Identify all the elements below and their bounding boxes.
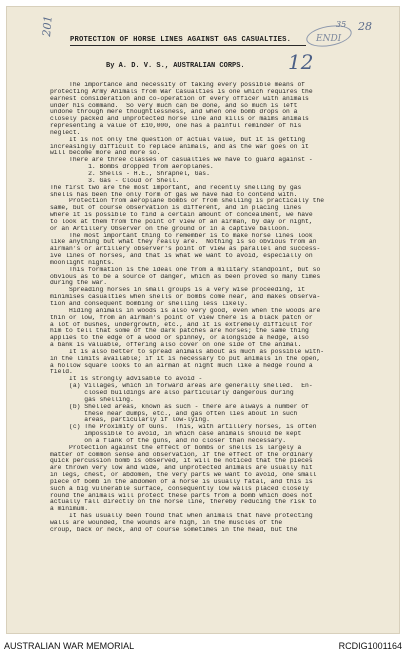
- text-line: thin or low, from an airman's point of view there is a black patch or: [50, 314, 313, 321]
- footer-archive-name: AUSTRALIAN WAR MEMORIAL: [4, 641, 135, 651]
- text-line: protecting Army Animals from War Casualties is one which requires the: [50, 88, 313, 95]
- text-line: representing a value of £10,000, one has a painful reminder of his: [50, 123, 302, 130]
- handwritten-left-number: 201: [40, 15, 55, 38]
- text-line: to look at them from the point of view of an airman, by day or night,: [50, 218, 313, 225]
- text-line: will become more and more so.: [50, 150, 161, 157]
- text-line: field.: [50, 369, 73, 376]
- text-line: applies to the edge of a wood or spinney, or alongside a hedge, also: [50, 335, 309, 342]
- text-line: gas shelling.: [50, 396, 134, 403]
- text-line: neglect.: [50, 129, 81, 136]
- text-line: him to tell that some of the dark patches are horses; the same thing: [50, 328, 309, 335]
- text-line: under his command. So very much can be done, and so much is left: [50, 102, 298, 109]
- text-line: a minimum.: [50, 506, 89, 513]
- text-line: Protection from aeroplane bombs or from shelling is practically the: [50, 198, 325, 205]
- title-underline: [70, 45, 306, 46]
- text-line: moonlight nights.: [50, 259, 115, 266]
- text-line: shells has been the only form of gas we have had to contend with.: [50, 191, 298, 198]
- text-line: actually fall directly on the horse line, thereby reducing the risk to: [50, 499, 317, 506]
- text-line: This formation is the ideal one from a military standpoint, but so: [50, 266, 321, 273]
- text-line: round the animals will protect these parts from a bomb which does not: [50, 492, 313, 499]
- text-line: (b) Shelled areas, known as such - there are always a number of: [50, 403, 309, 410]
- document-page: [6, 6, 400, 634]
- text-line: It is also better to spread animals about as much as possible with-: [50, 348, 325, 355]
- text-line: The most important thing to remember is to make horse lines look: [50, 232, 313, 239]
- document-body: [50, 82, 396, 534]
- text-line: undone through mere thoughtlessness, and when one bomb drops on a: [50, 109, 298, 116]
- text-line: on a flank of the guns, and no closer than necessary.: [50, 437, 287, 444]
- text-line: obvious as to be a source of danger, which as been proved so many times: [50, 273, 321, 280]
- text-line: same, but of course observation is different, and in placing lines: [50, 205, 302, 212]
- text-line: walls are wounded, the wounds are high, in the muscles of the: [50, 520, 283, 526]
- text-line: these near dumps, etc., and gas often lies about in such: [50, 410, 298, 417]
- text-line: areas, particularly if low-lying.: [50, 417, 210, 424]
- text-line: There are three classes of casualties we have to guard against -: [50, 157, 313, 164]
- handwritten-stamp-text: ENDI: [316, 34, 342, 44]
- text-line: airman's or artillery observer's point of view as parallel and success-: [50, 246, 321, 253]
- document-author: By A. D. V. S., AUSTRALIAN CORPS.: [106, 62, 245, 70]
- text-line: increasingly difficult to replace animals, and as the war goes on it: [50, 143, 309, 150]
- footer-item-id: RCDIG1001164: [338, 641, 402, 651]
- text-line: quick percussion bomb is observed, it will be noticed that the pieces: [50, 458, 313, 465]
- text-line: minimises casualties when shells or bombs come near, and makes observa-: [50, 294, 321, 301]
- text-line: like anything but what they really are. Nothing is so obvious from an: [50, 239, 317, 246]
- text-line: It is not only the question of actual value, but it is getting: [50, 136, 306, 143]
- text-line: 1. Bombs dropped from aeroplanes.: [50, 164, 214, 171]
- text-line: ive lines of horses, and that is what we want to avoid, especially on: [50, 253, 313, 260]
- text-line: Protection against the effect of bombs or shells is largely a: [50, 444, 302, 451]
- handwritten-mid-number: 12: [288, 50, 314, 74]
- text-line: (c) The Proximity of Guns. This, with artillery horses, is often: [50, 424, 317, 431]
- text-line: tion and consequent bombing or shelling less likely.: [50, 301, 248, 307]
- text-line: a lot of bushes, undergrowth, etc., and it is extremely difficult for: [50, 321, 313, 328]
- text-line: are thrown very low and wide, and unprotected animals are usually hit: [50, 465, 313, 472]
- text-line: earnest consideration and co-operation of every officer with animals: [50, 95, 309, 102]
- handwritten-top-right-b: 28: [358, 20, 372, 33]
- text-line: or an Artillery Observer on the ground or in a captive balloon.: [50, 225, 290, 232]
- footer-bar: [0, 639, 406, 654]
- text-line: piece of bomb in the abdomen of a horse is usually fatal, and this is: [50, 478, 313, 485]
- text-line: in legs, chest, or abdomen, the very parts we want to avoid, one small: [50, 472, 317, 479]
- text-line: 3. Gas - Cloud or Shell.: [50, 177, 180, 184]
- text-line: closely packed and unprotected horse line and kills or maims animals: [50, 116, 309, 123]
- text-line: It has usually been found that when animals that have protecting: [50, 513, 313, 520]
- handwritten-top-right-a: 35: [336, 20, 347, 29]
- text-line: matter of common sense and observation, if the effect of the ordinary: [50, 451, 313, 458]
- text-line: 2. Shells - H.E., Shrapnel, Gas.: [50, 170, 210, 177]
- text-line: where it is possible to find a certain amount of concealment, we have: [50, 212, 313, 219]
- text-line: a bank is valuable, offering also cover on one side of the animal.: [50, 342, 302, 349]
- text-line: impossible to avoid, in which case animals should be kept: [50, 431, 302, 438]
- text-line: The first two are the most important, and recently shelling by gas: [50, 184, 302, 191]
- text-line: a hollow square looks to an airman at night much like a hedge round a: [50, 362, 313, 369]
- text-line: croup, back or neck, and of course sometimes in the head, but the: [50, 526, 298, 533]
- document-title: PROTECTION OF HORSE LINES AGAINST GAS CASUALTIES.: [70, 36, 292, 44]
- text-line: in the limits available; if it is necessary to put animals in the open,: [50, 355, 321, 362]
- text-line: closed buildings are also particularly dangerous during: [50, 389, 294, 396]
- text-line: Spreading horses in small groups is a very wise proceeding, it: [50, 287, 306, 294]
- text-line: such a big vulnerable surface, consequently low walls placed closely: [50, 485, 309, 492]
- text-line: Hiding animals in woods is also very good, even when the woods are: [50, 307, 321, 314]
- text-line: (a) Villages, which in forward areas are generally shelled. En-: [50, 383, 313, 390]
- text-line: It is strongly advisable to avoid -: [50, 376, 203, 383]
- text-line: during the war.: [50, 280, 108, 287]
- text-line: The importance and necessity of taking every possible means of: [50, 82, 306, 88]
